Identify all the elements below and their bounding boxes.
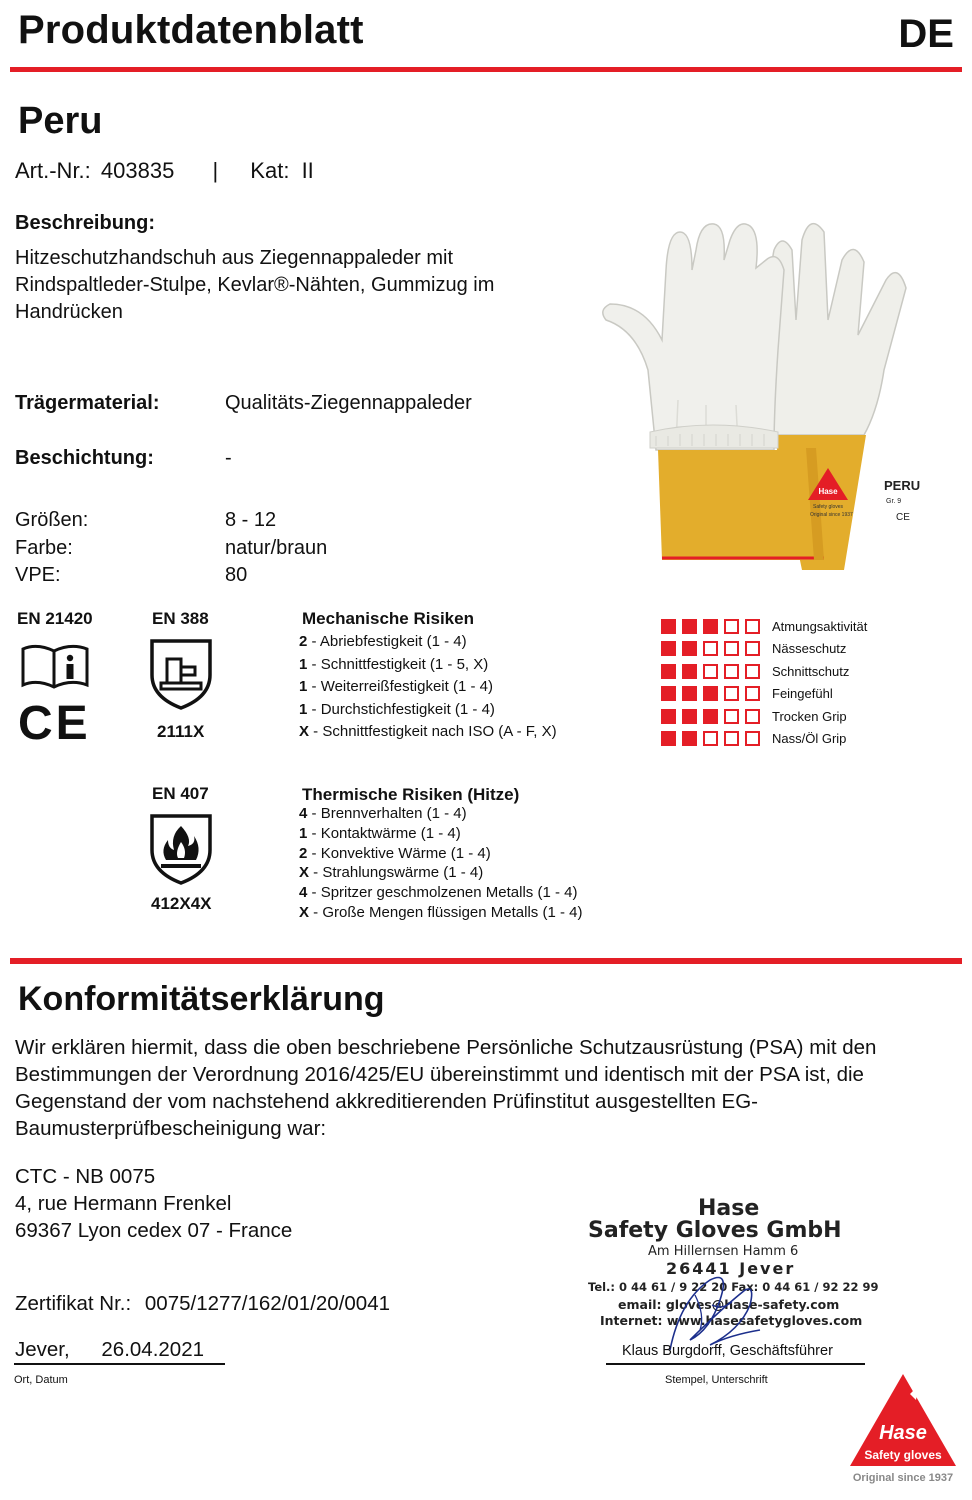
rating-square-filled bbox=[661, 641, 676, 656]
label-brand: Hase bbox=[818, 487, 838, 496]
rating-square-empty bbox=[745, 641, 760, 656]
certificate-number: 0075/1277/162/01/20/0041 bbox=[144, 1292, 390, 1315]
conformity-line: Bestimmungen der Verordnung 2016/425/EU übereinstimmt und identisch mit der PSA ist, die bbox=[15, 1063, 864, 1086]
rating-square-filled bbox=[661, 619, 676, 634]
rating-square-empty bbox=[724, 686, 739, 701]
thermal-item: 2 - Konvektive Wärme (1 - 4) bbox=[299, 844, 491, 862]
glove-image bbox=[596, 210, 966, 575]
rating-row: Trocken Grip bbox=[661, 707, 847, 725]
rating-row: Atmungsaktivität bbox=[661, 617, 867, 635]
rating-square-filled bbox=[682, 731, 697, 746]
place-date bbox=[15, 1338, 204, 1362]
section-divider bbox=[10, 958, 962, 964]
label-since: Original since 1937 bbox=[810, 512, 853, 518]
en388-code: 2111X bbox=[157, 722, 205, 741]
rating-square-filled bbox=[682, 709, 697, 724]
sizes-label: Größen: bbox=[15, 509, 89, 531]
rating-square-filled bbox=[661, 731, 676, 746]
ce-mark: CE bbox=[18, 697, 91, 750]
mechanical-item: 1 - Schnittfestigkeit (1 - 5, X) bbox=[299, 655, 489, 673]
thermal-item: 4 - Brennverhalten (1 - 4) bbox=[299, 805, 467, 822]
book-info-icon bbox=[20, 643, 90, 689]
mechanical-item: 1 - Durchstichfestigkeit (1 - 4) bbox=[299, 700, 495, 718]
rating-square-empty bbox=[703, 664, 718, 679]
label-brand-sub: Safety gloves bbox=[812, 504, 844, 510]
thermal-list bbox=[299, 804, 582, 923]
signature-underline bbox=[606, 1363, 865, 1365]
logo-sub: Safety gloves bbox=[864, 1448, 942, 1462]
conformity-line: Baumusterprüfbescheinigung war: bbox=[15, 1117, 327, 1140]
stamp-tel: Tel.: 0 44 61 / 9 22 20 Fax: 0 44 61 / 92 22 99 bbox=[588, 1280, 879, 1294]
rating-square-empty bbox=[745, 619, 760, 634]
article-number: 403835 bbox=[100, 158, 175, 183]
rating-square-empty bbox=[745, 686, 760, 701]
en388-label: EN 388 bbox=[152, 609, 209, 628]
description-line: Hitzeschutzhandschuh aus Ziegennappaleder mit bbox=[15, 247, 454, 269]
color-value: natur/braun bbox=[225, 537, 328, 559]
material-value: Qualitäts-Ziegennappaleder bbox=[225, 392, 472, 414]
language-code: DE bbox=[898, 12, 954, 56]
certificate-label: Zertifikat Nr.: bbox=[15, 1292, 132, 1315]
sizes-value: 8 - 12 bbox=[225, 509, 277, 531]
rating-square-filled bbox=[661, 709, 676, 724]
rating-row: Nass/Öl Grip bbox=[661, 729, 846, 747]
material-label: Trägermaterial: bbox=[15, 392, 160, 414]
rating-square-empty bbox=[703, 641, 718, 656]
glove-label bbox=[808, 468, 920, 523]
date-underline bbox=[14, 1363, 225, 1365]
address-line: 69367 Lyon cedex 07 - France bbox=[15, 1219, 293, 1242]
article-separator: | bbox=[212, 158, 219, 183]
thermal-item: 4 - Spritzer geschmolzenen Metalls (1 - 4) bbox=[299, 884, 578, 902]
stamp-line1: Hase bbox=[698, 1196, 760, 1221]
coating-label: Beschichtung: bbox=[15, 447, 154, 469]
address-line: CTC - NB 0075 bbox=[15, 1165, 156, 1188]
color-label: Farbe: bbox=[15, 537, 73, 559]
rating-square-filled bbox=[703, 619, 718, 634]
flame-shield-icon bbox=[148, 812, 214, 886]
stamp-line2: Safety Gloves GmbH bbox=[588, 1218, 842, 1243]
conformity-title: Konformitätserklärung bbox=[18, 980, 385, 1018]
article-label: Art.-Nr.: bbox=[15, 158, 91, 183]
rating-square-empty bbox=[703, 731, 718, 746]
rating-square-filled bbox=[682, 641, 697, 656]
description-text bbox=[15, 245, 494, 326]
place-date-caption: Ort, Datum bbox=[14, 1374, 68, 1386]
thermal-item: X - Große Mengen flüssigen Metalls (1 - 4) bbox=[299, 903, 583, 921]
thermal-item: X - Strahlungswärme (1 - 4) bbox=[299, 864, 484, 882]
stamp-internet: Internet: www.hasesafetygloves.com bbox=[600, 1313, 863, 1328]
rating-square-empty bbox=[745, 709, 760, 724]
rating-square-empty bbox=[724, 664, 739, 679]
rating-square-filled bbox=[703, 686, 718, 701]
mechanical-item: 2 - Abriebfestigkeit (1 - 4) bbox=[299, 633, 467, 650]
packaging-label: VPE: bbox=[15, 564, 61, 586]
conformity-text bbox=[15, 1034, 955, 1142]
signer: Klaus Burgdorff, Geschäftsführer bbox=[622, 1343, 833, 1359]
en21420-label: EN 21420 bbox=[17, 609, 93, 628]
packaging-value: 80 bbox=[225, 564, 248, 586]
mechanical-list bbox=[299, 631, 557, 744]
rating-square-filled bbox=[682, 686, 697, 701]
stamp-city: 26441 Jever bbox=[666, 1259, 796, 1278]
label-size: Gr. 9 bbox=[886, 498, 902, 505]
conformity-line: Gegenstand der vom nachstehend akkreditierenden Prüfinstitut ausgestellten EG- bbox=[15, 1090, 758, 1113]
stamp-email: email: gloves@hase-safety.com bbox=[618, 1297, 840, 1312]
hammer-shield-icon bbox=[148, 637, 214, 711]
rating-row: Nässeschutz bbox=[661, 639, 846, 657]
logo-tagline: Original since 1937 bbox=[852, 1472, 954, 1484]
product-name: Peru bbox=[18, 100, 103, 142]
description-line: Rindspaltleder-Stulpe, Kevlar®-Nähten, Gummizug im bbox=[15, 274, 495, 296]
coating-value: - bbox=[225, 447, 232, 469]
logo-brand: Hase bbox=[879, 1422, 927, 1444]
rating-square-filled bbox=[661, 664, 676, 679]
date: 26.04.2021 bbox=[101, 1338, 205, 1361]
place: Jever, bbox=[15, 1338, 70, 1361]
document-title: Produktdatenblatt bbox=[18, 8, 364, 52]
rating-square-filled bbox=[703, 709, 718, 724]
article-line bbox=[15, 158, 314, 184]
address-line: 4, rue Hermann Frenkel bbox=[15, 1192, 232, 1215]
mechanical-title: Mechanische Risiken bbox=[302, 609, 474, 628]
signature-caption: Stempel, Unterschrift bbox=[665, 1374, 768, 1386]
label-model: PERU bbox=[884, 478, 921, 493]
conformity-line: Wir erklären hiermit, dass die oben beschriebene Persönliche Schutzausrüstung (PSA) mit den bbox=[15, 1036, 877, 1059]
stamp-street: Am Hillernsen Hamm 6 bbox=[648, 1244, 799, 1259]
header-divider bbox=[10, 67, 962, 72]
certificate-line bbox=[15, 1292, 390, 1316]
hase-logo bbox=[840, 1372, 964, 1490]
rating-square-empty bbox=[724, 619, 739, 634]
description-line: Handrücken bbox=[15, 301, 123, 323]
label-ce: CE bbox=[896, 512, 910, 523]
category-label: Kat: bbox=[250, 158, 290, 183]
thermal-item: 1 - Kontaktwärme (1 - 4) bbox=[299, 824, 461, 842]
en407-code: 412X4X bbox=[151, 894, 212, 913]
rating-row: Feingefühl bbox=[661, 684, 833, 702]
rating-square-filled bbox=[661, 686, 676, 701]
rating-square-empty bbox=[724, 731, 739, 746]
rating-square-empty bbox=[745, 664, 760, 679]
description-label: Beschreibung: bbox=[15, 212, 156, 234]
mechanical-item: 1 - Weiterreißfestigkeit (1 - 4) bbox=[299, 678, 493, 695]
notified-body-address bbox=[15, 1163, 292, 1244]
rating-square-filled bbox=[682, 619, 697, 634]
category-value: II bbox=[301, 158, 314, 183]
rating-square-empty bbox=[724, 641, 739, 656]
rating-square-empty bbox=[724, 709, 739, 724]
rating-row: Schnittschutz bbox=[661, 662, 849, 680]
mechanical-item: X - Schnittfestigkeit nach ISO (A - F, X) bbox=[299, 723, 557, 740]
rating-square-empty bbox=[745, 731, 760, 746]
rating-square-filled bbox=[682, 664, 697, 679]
thermal-title: Thermische Risiken (Hitze) bbox=[302, 785, 520, 804]
en407-label: EN 407 bbox=[152, 784, 209, 803]
